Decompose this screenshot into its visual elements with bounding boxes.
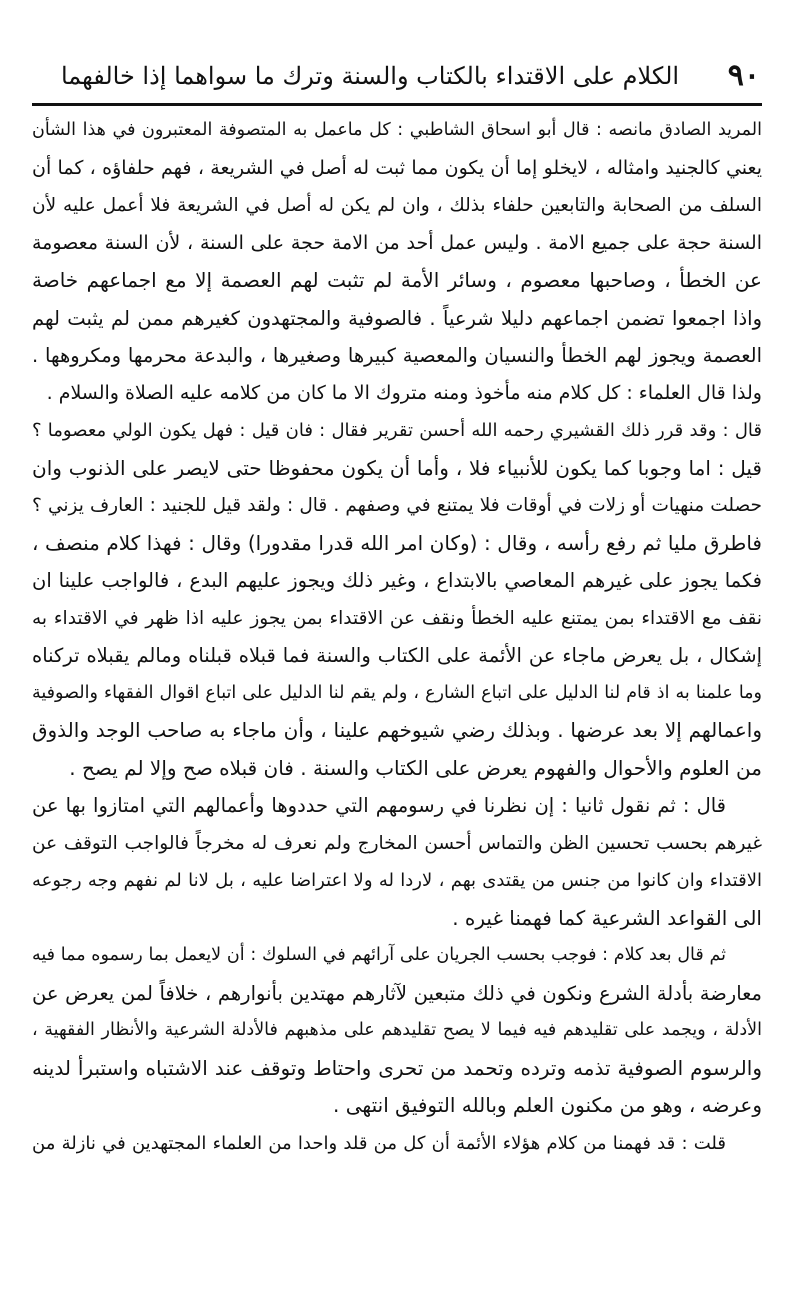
text-line: السلف من الصحابة والتابعين حلفاء بذلك ، وان لم يكن له أصل في الشريعة فلا أعمل عليه لأن xyxy=(32,195,762,216)
text-line: نقف مع الاقتداء بمن يمتنع عليه الخطأ ونقف عن الاقتداء بمن يجوز عليه اذا ظهر في الاقتداء به xyxy=(32,607,762,629)
header-rule xyxy=(32,103,762,106)
text-line: المريد الصادق مانصه : قال أبو اسحاق الشاطبي : كل ماعمل به المتصوفة المعتبرون في هذا الشأن xyxy=(32,120,762,140)
text-line: واعمالهم إلا بعد عرضها . وبذلك رضي شيوخهم علينا ، وأن ماجاء به صاحب الوجد والذوق xyxy=(32,718,762,742)
text-line: السنة حجة على جميع الامة . وليس عمل أحد من الامة حجة على السنة ، لأن السنة معصومة xyxy=(32,231,762,254)
text-line: ثم قال بعد كلام : فوجب بحسب الجريان على آرائهم في السلوك : أن لايعمل بما رسموه مما فيه xyxy=(32,945,726,965)
page-header xyxy=(32,56,760,96)
text-line: قلت : قد فهمنا من كلام هؤلاء الأئمة أن كل من قلد واحدا من العلماء المجتهدين في نازلة من xyxy=(32,1132,726,1154)
text-line: العصمة ويجوز لهم الخطأ والنسيان والمعصية كبيرها وصغيرها ، والبدعة محرمها ومكروهها . xyxy=(32,344,762,367)
text-line: إشكال ، بل يعرض ماجاء عن الأئمة على الكتاب والسنة فما قبلاه قبلناه ومالم يقبلاه تركناه xyxy=(32,644,762,667)
text-line: وما علمنا به اذ قام لنا الدليل على اتباع الشارع ، ولم يقم لنا الدليل على اتباع اقوال الفقهاء والصوفية xyxy=(32,682,762,703)
text-line: الى القواعد الشرعية كما فهمنا غيره . xyxy=(452,905,762,930)
text-line: معارضة بأدلة الشرع ونكون في ذلك متبعين لآثارهم مهتدين بأنوارهم ، خلافاً لمن يعرض عن xyxy=(32,981,762,1005)
text-line: فكما يجوز على غيرهم المعاصي بالابتداع ، وغير ذلك ويجوز عليهم البدع ، فالواجب علينا ان xyxy=(32,569,762,592)
text-line: الاقتداء وان كانوا من جنس من يقتدى بهم ، لاردا له ولا اعتراضا عليه ، بل لانا لم نفهم وجه رجوعه xyxy=(32,870,762,891)
text-line: الأدلة ، ويجمد على تقليدهم فيه فيما لا يصح تقليدهم على مذهبهم فالأدلة الشرعية والأنظار الفقهية ، xyxy=(32,1020,762,1040)
text-line: فاطرق مليا ثم رفع رأسه ، وقال : (وكان امر الله قدرا مقدورا) وقال : فهذا كلام منصف ، xyxy=(32,530,762,555)
text-line: ولذا قال العلماء : كل كلام منه مأخوذ ومنه متروك الا ما كان من كلامه عليه الصلاة والسلام . xyxy=(46,381,762,404)
body-text xyxy=(32,112,762,1162)
text-line: واذا اجمعوا تضمن اجماعهم دليلا شرعياً . فالصوفية والمجتهدون كغيرهم ممن لم يثبت لهم xyxy=(32,306,762,330)
text-line: قيل : اما وجوبا كما يكون للأنبياء فلا ، وأما أن يكون محفوظا حتى لايصر على الذنوب وان xyxy=(32,455,762,480)
text-line: غيرهم بحسب تحسين الظن والتماس أحسن المخارج ولم نعرف له مخرجاً فالواجب التوقف عن xyxy=(32,832,762,854)
text-line: والرسوم الصوفية تذمه وترده وتحمد من تحرى واحتاط وتوقف عند الاشتباه واستبرأ لدينه xyxy=(32,1055,762,1080)
page-number: ٩٠ xyxy=(727,58,760,93)
running-title: الكلام على الاقتداء بالكتاب والسنة وترك ما سواهما إذا خالفهما xyxy=(60,62,680,90)
text-line: قال : ثم نقول ثانيا : إن نظرنا في رسومهم التي حددوها وأعمالهم التي امتازوا بها عن xyxy=(32,794,726,817)
text-line: وعرضه ، وهو من مكنون العلم وبالله التوفيق انتهى . xyxy=(333,1093,762,1117)
text-line: حصلت منهيات أو زلات في أوقات فلا يمتنع في وصفهم . قال : ولقد قيل للجنيد : العارف يزني ؟ xyxy=(32,495,762,516)
text-line: عن الخطأ ، وصاحبها معصوم ، وسائر الأمة لم تثبت لهم العصمة إلا مع اجماعهم خاصة xyxy=(32,268,762,292)
text-line: يعني كالجنيد وامثاله ، لايخلو إما أن يكون مما ثبت له أصل في الشريعة ، فهم حلفاؤه ، كما أن xyxy=(32,156,762,179)
text-line: قال : وقد قرر ذلك القشيري رحمه الله أحسن تقرير فقال : فان قيل : فهل يكون الولي معصوما ؟ xyxy=(32,420,762,441)
text-line: من العلوم والأحوال والفهوم يعرض على الكتاب والسنة . فان قبلاه صح وإلا لم يصح . xyxy=(69,755,762,780)
